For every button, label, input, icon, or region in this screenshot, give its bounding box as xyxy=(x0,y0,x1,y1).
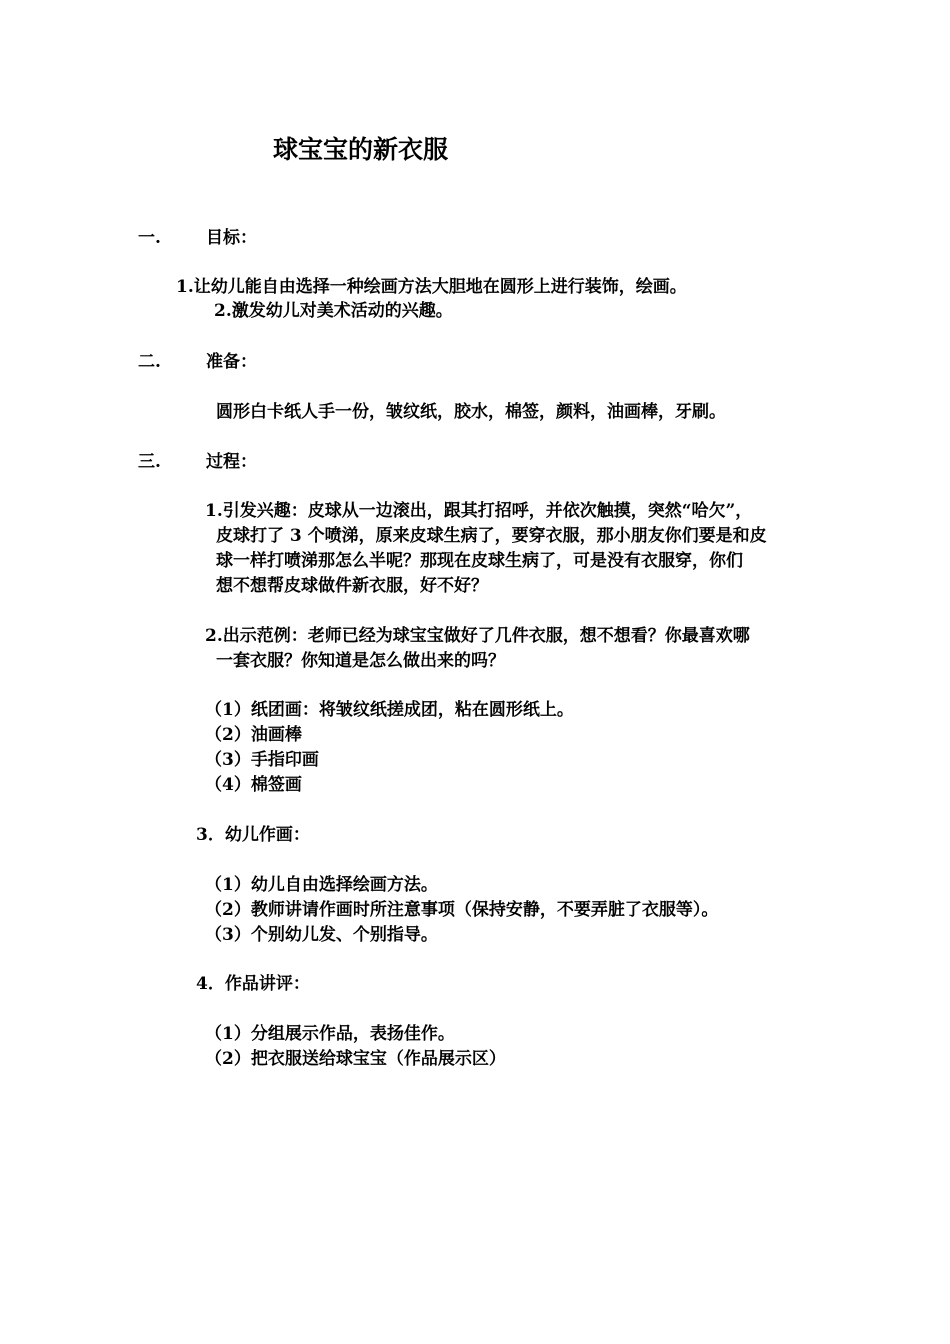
step-2-item-2: （2）油画棒 xyxy=(205,725,302,745)
step-3-item-3: （3）个别幼儿发、个别指导。 xyxy=(205,925,438,945)
step-3-heading: 3．幼儿作画： xyxy=(196,825,310,845)
section-1-number: 一. xyxy=(138,228,161,248)
section-2-number: 二. xyxy=(138,352,161,372)
step-4-item-1: （1）分组展示作品，表扬佳作。 xyxy=(205,1024,455,1044)
preparation-line: 圆形白卡纸人手一份，皱纹纸，胶水，棉签，颜料，油画棒，牙刷。 xyxy=(216,402,726,422)
step-2-item-3: （3）手指印画 xyxy=(205,750,319,770)
step-3-item-1: （1）幼儿自由选择绘画方法。 xyxy=(205,875,438,895)
section-1-heading: 目标： xyxy=(206,228,257,248)
step-1-line-3: 球一样打喷涕那怎么半呢？那现在皮球生病了，可是没有衣服穿，你们 xyxy=(216,551,743,571)
step-2-line-2: 一套衣服？你知道是怎么做出来的吗？ xyxy=(216,651,505,671)
step-2-item-1: （1）纸团画：将皱纹纸搓成团，粘在圆形纸上。 xyxy=(205,700,574,720)
goal-line-1: 1.让幼儿能自由选择一种绘画方法大胆地在圆形上进行装饰，绘画。 xyxy=(176,277,687,297)
step-4-item-2: （2）把衣服送给球宝宝（作品展示区） xyxy=(205,1049,506,1069)
step-2-line-1: 2.出示范例：老师已经为球宝宝做好了几件衣服，想不想看？你最喜欢哪 xyxy=(205,626,750,646)
section-3-number: 三. xyxy=(138,452,161,472)
step-1-line-4: 想不想帮皮球做件新衣服，好不好？ xyxy=(216,576,488,596)
step-2-item-4: （4）棉签画 xyxy=(205,775,302,795)
goal-line-2: 2.激发幼儿对美术活动的兴趣。 xyxy=(214,301,453,321)
step-4-heading: 4．作品讲评： xyxy=(196,974,310,994)
step-1-line-2: 皮球打了 3 个喷涕，原来皮球生病了，要穿衣服，那小朋友你们要是和皮 xyxy=(216,526,767,546)
step-3-item-2: （2）教师讲请作画时所注意事项（保持安静，不要弄脏了衣服等）。 xyxy=(205,900,719,920)
step-1-line-1: 1.引发兴趣：皮球从一边滚出，跟其打招呼，并依次触摸，突然“哈欠”， xyxy=(205,501,753,521)
section-3-heading: 过程： xyxy=(206,452,257,472)
page-title: 球宝宝的新衣服 xyxy=(273,135,449,164)
section-2-heading: 准备： xyxy=(206,352,257,372)
